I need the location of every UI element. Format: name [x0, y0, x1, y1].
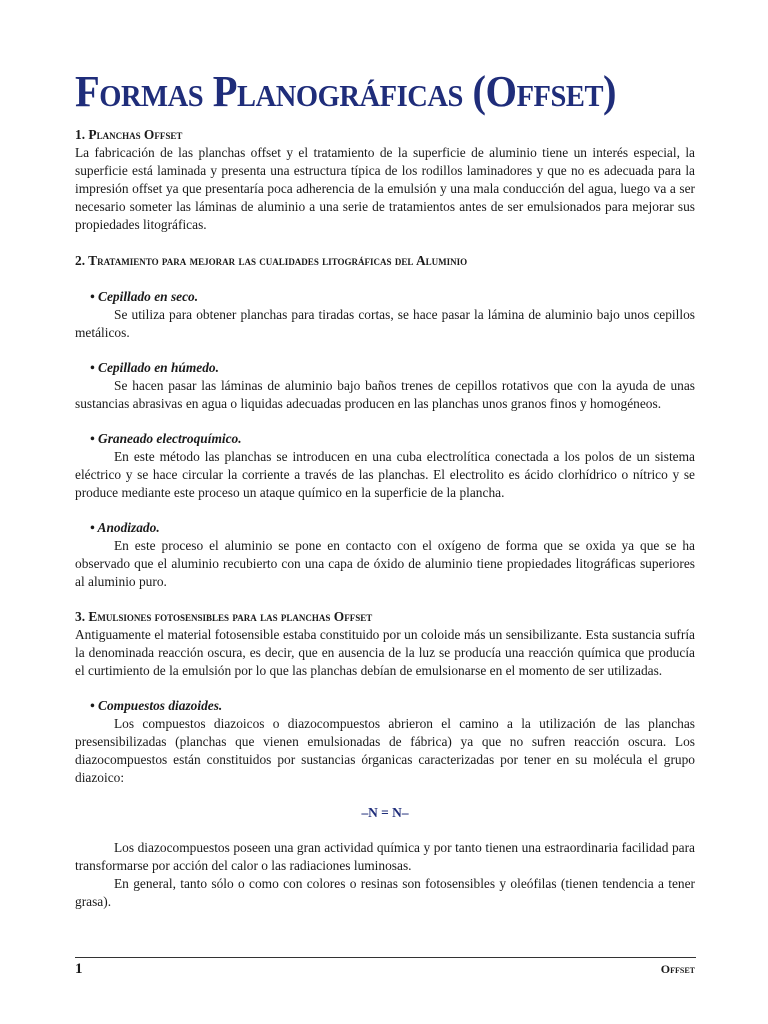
item-cepillado-humedo-title: • Cepillado en húmedo. — [90, 360, 219, 375]
page-title: Formas Planográficas (Offset) — [75, 67, 617, 116]
document-page — [75, 62, 695, 911]
item-anodizado-title: • Anodizado. — [90, 520, 160, 535]
item-cepillado-seco-title: • Cepillado en seco. — [90, 289, 199, 304]
item-cepillado-seco-text: Se utiliza para obtener planchas para tiradas cortas, se hace pasar la lámina de aluminio bajo unos cepillos metálicos. — [75, 307, 695, 340]
diazo-formula: –N = N– — [361, 805, 409, 820]
section-1-heading: 1. Planchas Offset — [75, 127, 183, 142]
item-diazoides-title: • Compuestos diazoides. — [90, 698, 223, 713]
section-2-heading: 2. Tratamiento para mejorar las cualidades litográficas del Aluminio — [75, 253, 468, 268]
section-3-after-2: En general, tanto sólo o como con colores o resinas son fotosensibles y oleófilas (tienen tendencia a tener grasa). — [75, 876, 695, 909]
section-3-heading: 3. Emulsiones fotosensibles para las planchas Offset — [75, 609, 373, 624]
footer-rule — [75, 957, 696, 958]
item-graneado-title: • Graneado electroquímico. — [90, 431, 242, 446]
item-diazoides-text: Los compuestos diazoicos o diazocompuestos abrieron el camino a la utilización de las planchas presensibilizadas (planchas que vienen emulsionadas de fábrica) ya que no sufren reacción oscura. Los diazocompuestos están constituidos por sustancias órganicas caracterizadas por tener en su molécula el grupo diazoico: — [75, 716, 695, 785]
page-number: 1 — [75, 961, 83, 977]
item-graneado-text: En este método las planchas se introducen en una cuba electrolítica conectada a los polos de un sistema eléctrico y se hace circular la corriente a través de las planchas. El electrolito es ácido clorhídrico o nítrico y se produce mediante este proceso un ataque químico en la superficie de la plancha. — [75, 449, 695, 500]
item-cepillado-humedo-text: Se hacen pasar las láminas de aluminio bajo baños trenes de cepillos rotativos que con la ayuda de unas sustancias abrasivas en agua o liquidas adecuadas producen en las planchas unos granos finos y homogéneos. — [75, 378, 695, 411]
item-anodizado-text: En este proceso el aluminio se pone en contacto con el oxígeno de forma que se oxida ya que se ha observado que el aluminio recubierto con una capa de óxido de aluminio tiene propiedades litográficas superiores al aluminio puro. — [75, 538, 695, 589]
section-3-body: Antiguamente el material fotosensible estaba constituido por un coloide más un sensibilizante. Esta sustancia sufría la denominada reacción oscura, es decir, que en ausencia de la luz se producía una reacción química que producía el curtimiento de la emulsión por lo que las planchas debían de emulsionarse en el momento de ser utilizadas. — [75, 627, 695, 678]
footer-label: Offset — [660, 962, 695, 976]
section-3-after-1: Los diazocompuestos poseen una gran actividad química y por tanto tienen una estraordinaria facilidad para transformarse por acción del calor o las radiaciones luminosas. — [75, 840, 695, 873]
section-1-body: La fabricación de las planchas offset y el tratamiento de la superficie de aluminio tiene un interés especial, la superficie está laminada y presenta una estructura típica de los rodillos laminadores y que no es adecuada para la impresión offset ya que presentaría poca adherencia de la emulsión y una mala conducción del agua, luego va a ser necesario someter las láminas de aluminio a una serie de tratamientos antes de ser emulsionados para mejorar sus propiedades litográficas. — [75, 145, 695, 232]
